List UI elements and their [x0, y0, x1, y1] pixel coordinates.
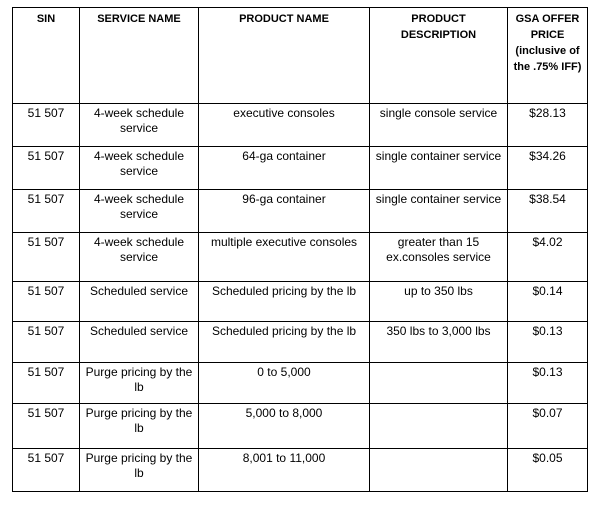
cell-product-name: executive consoles — [199, 104, 370, 147]
cell-product-description — [370, 449, 508, 492]
cell-sin: 51 507 — [13, 404, 80, 449]
cell-price: $4.02 — [508, 233, 588, 282]
cell-product-description: single container service — [370, 190, 508, 233]
cell-sin: 51 507 — [13, 322, 80, 363]
table-row — [13, 363, 588, 404]
table-row — [13, 190, 588, 233]
header-product-name: PRODUCT NAME — [199, 8, 370, 104]
cell-sin: 51 507 — [13, 449, 80, 492]
cell-price: $34.26 — [508, 147, 588, 190]
cell-product-name: Scheduled pricing by the lb — [199, 282, 370, 322]
cell-product-name: 0 to 5,000 — [199, 363, 370, 404]
cell-price: $0.07 — [508, 404, 588, 449]
cell-service-name: Purge pricing by the lb — [80, 449, 199, 492]
cell-product-description: up to 350 lbs — [370, 282, 508, 322]
table-row — [13, 322, 588, 363]
cell-sin: 51 507 — [13, 190, 80, 233]
header-sin: SIN — [13, 8, 80, 104]
table-row — [13, 104, 588, 147]
cell-sin: 51 507 — [13, 233, 80, 282]
cell-price: $0.13 — [508, 322, 588, 363]
cell-product-name: 64-ga container — [199, 147, 370, 190]
cell-service-name: Scheduled service — [80, 282, 199, 322]
cell-sin: 51 507 — [13, 104, 80, 147]
cell-product-description: greater than 15 ex.consoles service — [370, 233, 508, 282]
cell-price: $0.14 — [508, 282, 588, 322]
table-row — [13, 147, 588, 190]
table-row — [13, 404, 588, 449]
cell-sin: 51 507 — [13, 147, 80, 190]
cell-product-description: single console service — [370, 104, 508, 147]
cell-product-name: Scheduled pricing by the lb — [199, 322, 370, 363]
cell-service-name: Purge pricing by the lb — [80, 404, 199, 449]
pricing-table — [12, 7, 588, 492]
header-product-description: PRODUCT DESCRIPTION — [370, 8, 508, 104]
table-row — [13, 449, 588, 492]
cell-product-description — [370, 363, 508, 404]
cell-service-name: 4-week schedule service — [80, 104, 199, 147]
cell-service-name: Scheduled service — [80, 322, 199, 363]
table-row — [13, 282, 588, 322]
cell-service-name: 4-week schedule service — [80, 233, 199, 282]
table-row — [13, 233, 588, 282]
cell-service-name: 4-week schedule service — [80, 147, 199, 190]
cell-product-name: multiple executive consoles — [199, 233, 370, 282]
cell-sin: 51 507 — [13, 282, 80, 322]
cell-product-name: 5,000 to 8,000 — [199, 404, 370, 449]
cell-price: $38.54 — [508, 190, 588, 233]
cell-product-name: 8,001 to 11,000 — [199, 449, 370, 492]
cell-product-description — [370, 404, 508, 449]
cell-price: $28.13 — [508, 104, 588, 147]
cell-service-name: 4-week schedule service — [80, 190, 199, 233]
header-gsa-offer-price: GSA OFFER PRICE (inclusive of the .75% IFF) — [508, 8, 588, 104]
header-service-name: SERVICE NAME — [80, 8, 199, 104]
cell-sin: 51 507 — [13, 363, 80, 404]
cell-product-name: 96-ga container — [199, 190, 370, 233]
cell-product-description: 350 lbs to 3,000 lbs — [370, 322, 508, 363]
cell-product-description: single container service — [370, 147, 508, 190]
cell-price: $0.13 — [508, 363, 588, 404]
cell-price: $0.05 — [508, 449, 588, 492]
header-row — [13, 8, 588, 104]
cell-service-name: Purge pricing by the lb — [80, 363, 199, 404]
